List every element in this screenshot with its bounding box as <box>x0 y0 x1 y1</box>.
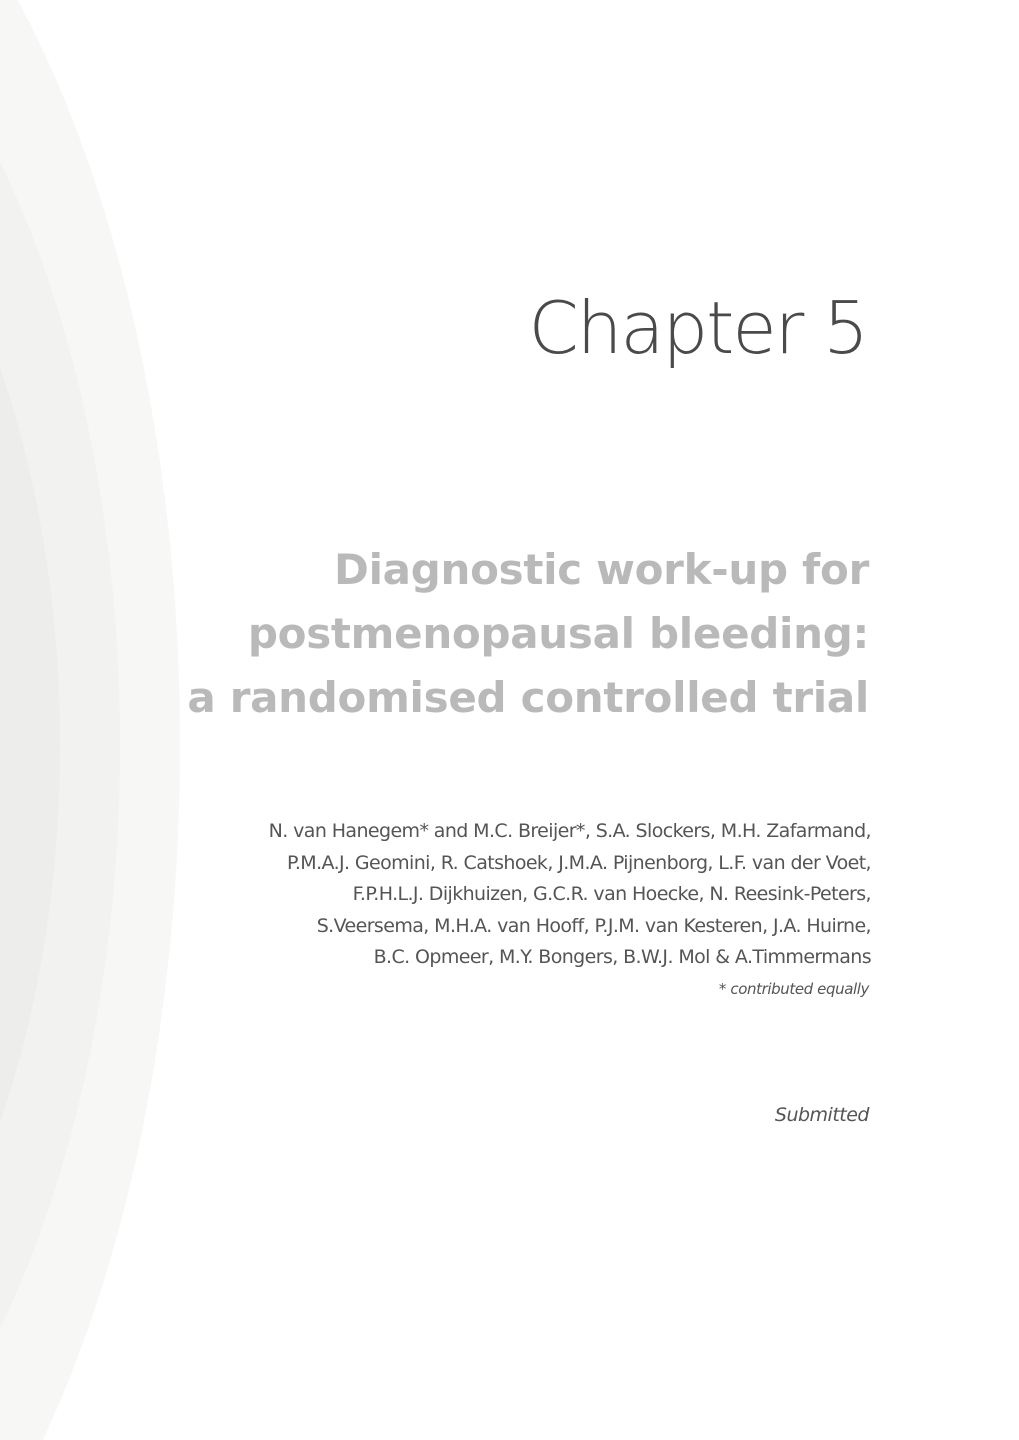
contribution-footnote: * contributed equally <box>718 980 869 998</box>
author-list <box>269 816 871 974</box>
author-line: F.P.H.L.J. Dijkhuizen, G.C.R. van Hoecke, N. Reesink-Peters, <box>352 883 871 905</box>
chapter-heading: Chapter 5 <box>528 286 867 370</box>
author-line: N. van Hanegem* and M.C. Breijer*, S.A. Slockers, M.H. Zafarmand, <box>268 820 871 842</box>
chapter-title-line: postmenopausal bleeding: <box>247 609 869 658</box>
author-line: B.C. Opmeer, M.Y. Bongers, B.W.J. Mol & A.Timmermans <box>373 946 871 968</box>
chapter-title-line: Diagnostic work-up for <box>334 545 869 594</box>
publication-status: Submitted <box>774 1104 869 1126</box>
author-line: P.M.A.J. Geomini, R. Catshoek, J.M.A. Pijnenborg, L.F. van der Voet, <box>286 851 871 874</box>
chapter-title-line: a randomised controlled trial <box>187 673 869 722</box>
author-line: S.Veersema, M.H.A. van Hooff, P.J.M. van Kesteren, J.A. Huirne, <box>316 914 871 937</box>
chapter-title <box>187 538 869 730</box>
